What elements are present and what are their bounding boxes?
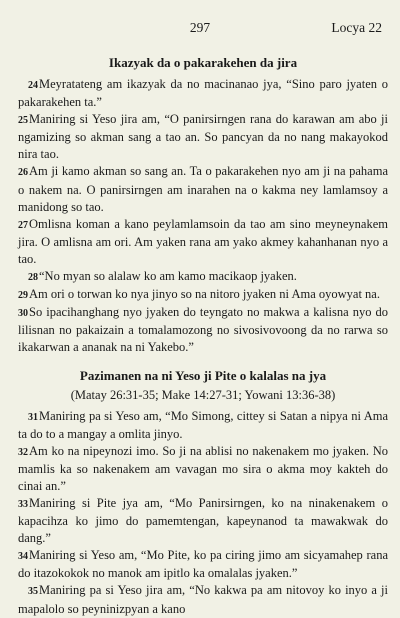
verse-paragraph: [18, 76, 388, 111]
verse-paragraph: [18, 582, 388, 617]
verse-paragraph: [18, 495, 388, 547]
verse-text: Am ori o torwan ko nya jinyo so na nitoro jyaken ni Ama oyowyat na.: [29, 287, 380, 302]
verse-number: 29: [18, 290, 28, 302]
section-verses: [18, 76, 388, 357]
verse-paragraph: [18, 408, 388, 443]
section-heading: Ikazyak da o pakarakehen da jira: [108, 55, 298, 70]
verse-number: 34: [18, 551, 28, 563]
verse-number: 30: [18, 308, 28, 320]
section-verses: [18, 408, 388, 618]
verse-paragraph: [18, 304, 388, 356]
chapter-reference: Locya 22: [331, 20, 382, 35]
verse-number: 35: [28, 586, 38, 598]
verse-paragraph: [18, 111, 388, 163]
verse-text: Maniring pa si Yeso jira am, “No kakwa pa am nitovoy ko inyo a ji mapalolo so peyninizpyan a kano: [18, 583, 388, 616]
verse-text: Maniring pa si Yeso am, “Mo Simong, cittey si Satan a nipya ni Ama ta do to a mangay a omlita jinyo.: [18, 408, 388, 441]
verse-text: “No myan so alalaw ko am kamo macikaop jyaken.: [39, 269, 297, 284]
verse-text: So ipacihanghang nyo jyaken do teyngato no makwa a kalisna nyo do lilisnan no pakaizain a tomalamozong no sivosivovoong da no rarwa so ikakarwan a ananak na ni Yakebo.”: [18, 305, 388, 355]
verse-number: 31: [28, 411, 38, 423]
verse-number: 26: [18, 167, 28, 179]
section-heading: Pazimanen na ni Yeso ji Pite o kalalas na jya: [79, 367, 327, 383]
verse-number: 33: [18, 498, 28, 510]
page-header: [0, 20, 400, 38]
verse-paragraph: [18, 547, 388, 582]
verse-text: Maniring si Pite jya am, “Mo Panirsirngen, ko na ninakenakem o kapacihza ko jimo do pamemtengan, kapeynanod ta mawakwak do dang.”: [18, 495, 388, 546]
section-cross-references: (Matay 26:31-35; Make 14:27-31; Yowani 13:36-38): [70, 387, 336, 402]
verse-number: 32: [18, 446, 28, 458]
verse-paragraph: [18, 163, 388, 215]
page-content: [18, 54, 388, 618]
verse-text: Am ko na nipeynozi imo. So ji na ablisi no nakenakem mo jyaken. No mamlis ka so nakenakem am vavagan mo sira o akma moy kakteh do cinai an.”: [18, 443, 388, 493]
verse-paragraph: [18, 216, 388, 268]
verse-paragraph: [18, 443, 388, 495]
verse-text: Maniring si Yeso am, “Mo Pite, ko pa ciring jimo am sicyamahep rana do itazokokok no manok am ipitlo ka omalalas jyaken.”: [18, 548, 388, 581]
verse-text: Maniring si Yeso jira am, “O panirsirngen rana do karawan am abo ji ngamizing so akman sang a tao an. So pancyan da no nang makayokod nira tao.: [18, 112, 388, 162]
verse-number: 27: [18, 219, 28, 231]
verse-number: 25: [18, 115, 28, 127]
verse-number: 28: [28, 272, 38, 284]
verse-text: Meyratateng am ikazyak da no macinanao jya, “Sino paro jyaten o pakarakehen ta.”: [18, 77, 388, 110]
verse-number: 24: [28, 80, 38, 91]
verse-paragraph: [18, 286, 388, 304]
verse-text: Am ji kamo akman so sang an. Ta o pakarakehen nyo am ji na pahama o nakem na. O panirsirngen am inarahen na o kakma ney lamlamsoy a manidong so tao.: [18, 164, 388, 214]
verse-text: Omlisna koman a kano peylamlamsoin da tao am sino meyneynakem jira. O amlisna am ori. Am yaken rana am yako akmey kahanhanan nyo a tao.: [18, 216, 388, 266]
verse-paragraph: [18, 268, 388, 286]
page-number: 297: [189, 20, 211, 35]
